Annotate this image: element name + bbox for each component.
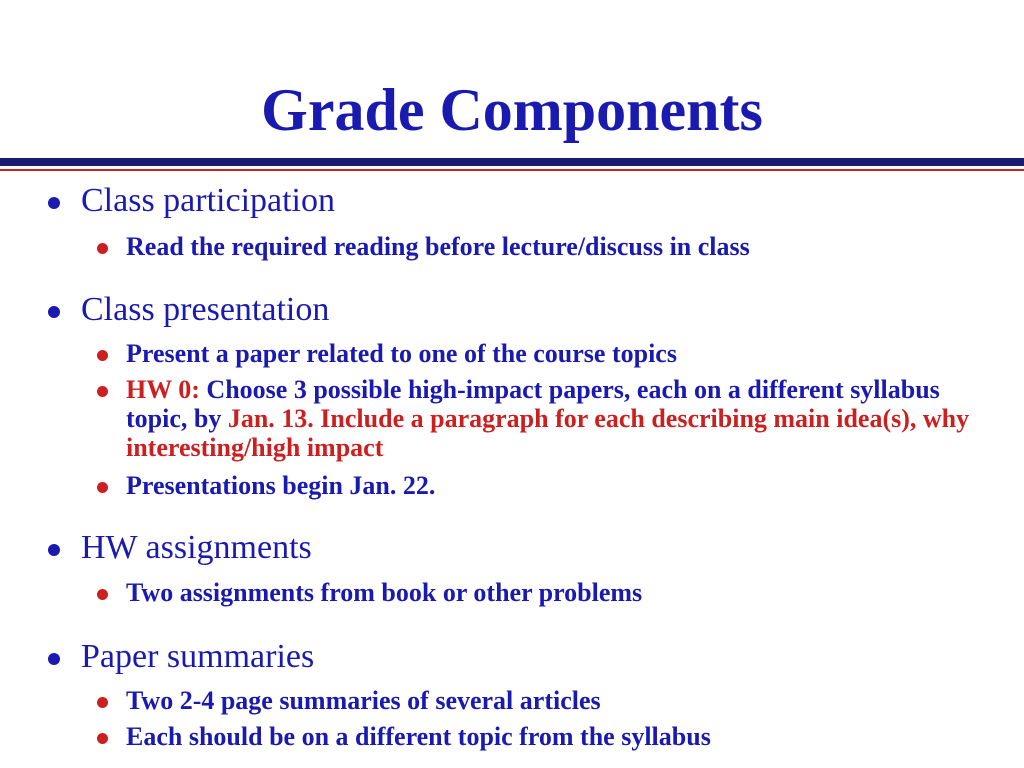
section-heading: HW assignments bbox=[81, 529, 312, 566]
sub-bullet-dot-icon bbox=[97, 733, 108, 744]
bullet-dot-icon bbox=[48, 306, 60, 318]
bullet-dot-icon bbox=[48, 197, 60, 209]
sub-bullet-dot-icon bbox=[97, 697, 108, 708]
section-heading: Paper summaries bbox=[81, 638, 315, 675]
list-item: Two assignments from book or other problems bbox=[126, 578, 643, 607]
list-item: Present a paper related to one of the course topics bbox=[126, 339, 677, 368]
list-item: Read the required reading before lecture/discuss in class bbox=[126, 232, 750, 261]
sub-bullet-dot-icon bbox=[97, 482, 108, 493]
hw-deadline: Jan. 13. Include a paragraph for each describing main idea(s), why interesting/high impact bbox=[126, 404, 970, 462]
bullet-dot-icon bbox=[48, 653, 60, 665]
hw0-item bbox=[126, 375, 1006, 462]
list-item: Two 2-4 page summaries of several articles bbox=[126, 686, 601, 715]
sub-bullet-dot-icon bbox=[97, 386, 108, 397]
sub-bullet-dot-icon bbox=[97, 350, 108, 361]
hw-label: HW 0: bbox=[126, 375, 200, 404]
section-heading: Class participation bbox=[81, 182, 336, 219]
section-heading: Class presentation bbox=[81, 291, 330, 328]
sub-bullet-dot-icon bbox=[97, 243, 108, 254]
slide-title: Grade Components bbox=[261, 77, 763, 143]
bullet-dot-icon bbox=[48, 544, 60, 556]
sub-bullet-dot-icon bbox=[97, 589, 108, 600]
list-item: Presentations begin Jan. 22. bbox=[126, 471, 436, 500]
list-item: Each should be on a different topic from the syllabus bbox=[126, 722, 711, 751]
hw-text: Choose 3 possible high-impact papers, each on a different syllabus topic, by bbox=[126, 375, 940, 433]
